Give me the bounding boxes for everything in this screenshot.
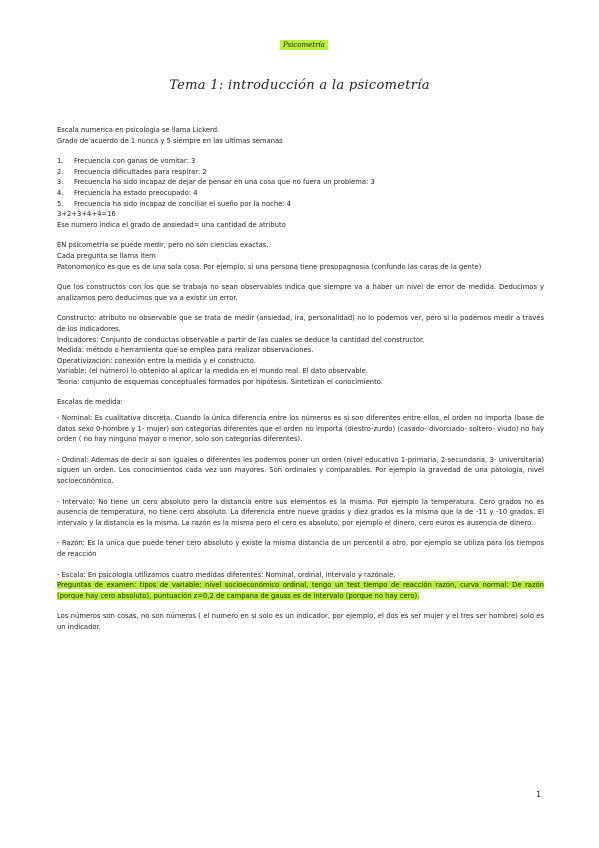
list-item: 3. Frecuencia ha sido incapaz de dejar de pensar en una cosa que no fuera un problema: 3 (57, 178, 375, 187)
text-line: Cada pregunta se llama item (57, 251, 156, 260)
list-item: 1. Frecuencia con ganas de vomitar: 3 (57, 157, 196, 166)
definition: Indicadores: Conjunto de conductas observable a partir de las cuales se deduce la cantidad del constructor. (57, 335, 425, 344)
list-item: 4. Frecuencia ha estado preocupado: 4 (57, 188, 198, 197)
page-title: Tema 1: introducción a la psicometría (169, 78, 430, 93)
sum-line: 3+2+3+4+4=16 (57, 210, 116, 219)
intro-line: Escala numerica en psicologia se llama Lickerd. (57, 126, 220, 134)
definition: Operativización: conexión entre la medida y el constructo. (57, 356, 256, 365)
scale-summary: - Escala: En psicologia utilizamos cuatro medidas diferentes: Nominal, ordinal, intervalo y razónale. (57, 570, 396, 579)
document-body (57, 125, 544, 633)
intro-line: Grado de acuerdo de 1 nunca y 5 siempre en las ultimas semanas (57, 136, 283, 145)
highlight-text: Preguntas de examen: tipos de variable: nivel socioeconómico ordinal, tengo un test tiempo de reacción razón, curva normal: De razón (porque hay cero absoluto), puntuación z=0,2 de campana de gauss es de intervalo (porque no hay cero). (57, 581, 544, 600)
list-item: 2. Frecuencia dificultades para respirar: 2 (57, 167, 207, 176)
text-line: Patonomonico es que es de una sola cosa. Por ejemplo, si una persona tiene prosopagnosia (confundo las caras de la gente) (57, 262, 482, 271)
definition: Teoria: conjunto de esquemas conceptuales formados por hipótesis. Sintetizan el conocimiento. (57, 377, 383, 386)
scale-item: - Razón: Es la unica que puede tener cero absoluto y existe la misma distancia de un percentil a otro, por ejemplo se utiliza para los tiempos de reacción (57, 539, 544, 558)
subject-tag: Psicometría (280, 40, 328, 50)
scale-item: - Nominal: Es cualitativa discreta. Cuando la única diferencia entre los números es si son diferentes entre ellos, el orden no importa (base de datos sexo 0-hombre y 1- mujer) son categorías diferentes que el orden no importa (diestro-zurdo) (casado- divorciado- soltero- viudo) no hay orden ( no hay ninguno mayor o menor, solo son categorías diferentes). (57, 414, 544, 444)
exam-questions-highlight (57, 580, 544, 601)
text-line: EN psicometria se puede medir, pero no son ciencias exactas. (57, 241, 269, 250)
definition: Variable: (el número) lo obtenido al aplicar la medida en el mundo real. El dato observable. (57, 367, 368, 376)
closing-paragraph: Los números son cosas, no son números ( el numero en si solo es un indicador, por ejemplo, el dos es ser mujer y el tres ser hombre) solo es un indicador. (57, 612, 544, 631)
page-number: 1 (536, 790, 542, 799)
sum-note: Ese numero indica el grado de ansiedad= una cantidad de atributo (57, 220, 286, 229)
definition: Constructo: atributo no observable que se trata de medir (ansiedad, ira, personalidad) no lo podemos ver, pero si lo podemos medir a través de los indicadores. (57, 314, 544, 333)
definition: Medida: método o herramienta que se emplea para realizar observaciones. (57, 346, 314, 355)
section-heading: Escalas de medida: (57, 398, 123, 407)
list-item: 5. Frecuencia ha sido incapaz de conciliar el sueño por la noche: 4 (57, 199, 292, 208)
scale-item: - Intervalo: No tiene un cero absoluto pero la distancia entre sus elementos es la misma. Por ejemplo la temperatura. Cero grados no es ausencia de temperatura, no tiene cero absoluto. La diferencia entre nueve grados y diez grados es la misma que la de -11 y -10 grados. El intervalo y la distancia es la misma. La razón es la misma pero el cero es absoluto, por ejemplo el dinero, cero euros es ausencia de dinero. (57, 497, 544, 527)
scale-item: - Ordinal: Ademas de decir si son iguales o diferentes les podemos poner un orden (nivel educativo 1-primaria, 2-secundaria, 3- universitaria) siguen un orden. Los conocimientos cada vez son mayores. Son ordinales y comparables. Por ejemplo la gravedad de una patologia, nivel socioeconómico. (57, 455, 544, 486)
paragraph: Que los constructos con los que se trabaja no sean observables indica que siempre va a haber un nivel de error de medida. Deducimos y analizamos pero deducimos que va a existir un error. (57, 283, 544, 302)
